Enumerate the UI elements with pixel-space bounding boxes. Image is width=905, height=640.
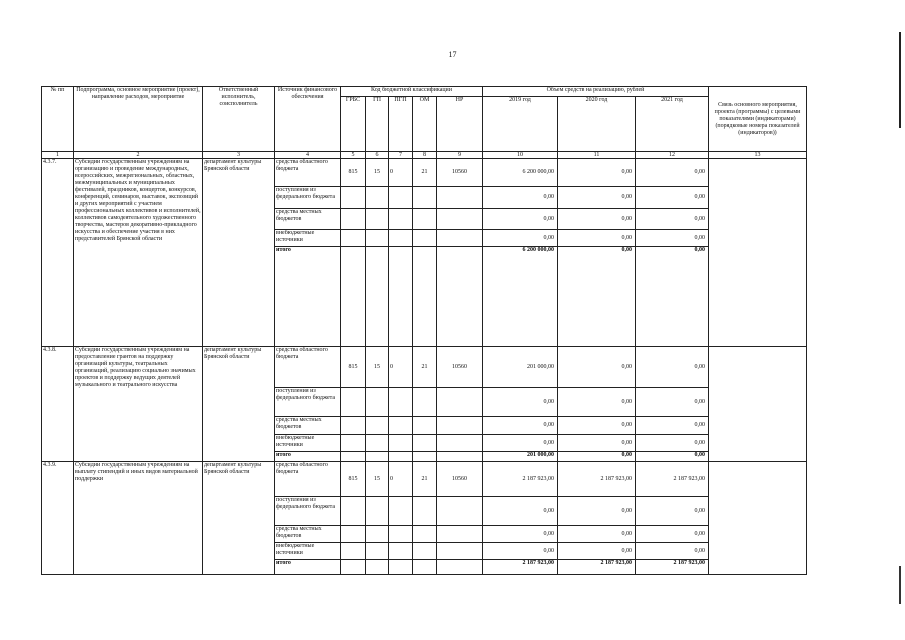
table-body [42, 87, 807, 575]
amount-2020: 0,00 [558, 417, 636, 435]
col-number: 8 [413, 152, 437, 159]
funding-source: итого [275, 247, 341, 347]
amount-2021: 2 187 923,00 [636, 560, 709, 575]
amount-2020: 2 187 923,00 [558, 560, 636, 575]
item-number: 4.3.7. [42, 159, 74, 347]
indicator-link [709, 462, 807, 575]
code-pgp [389, 247, 413, 347]
funding-source: средства областного бюджета [275, 462, 341, 497]
col-number: 10 [483, 152, 558, 159]
code-om [413, 187, 437, 209]
code-nr [437, 187, 483, 209]
code-om [413, 247, 437, 347]
code-grbs [341, 209, 366, 230]
amount-2019: 201 000,00 [483, 452, 558, 462]
code-gp: 15 [366, 159, 389, 187]
code-gp [366, 209, 389, 230]
code-pgp [389, 230, 413, 247]
amount-2019: 0,00 [483, 187, 558, 209]
amount-2021: 0,00 [636, 230, 709, 247]
code-gp [366, 526, 389, 543]
code-om [413, 209, 437, 230]
amount-2021: 0,00 [636, 187, 709, 209]
amount-2020: 0,00 [558, 187, 636, 209]
code-grbs [341, 560, 366, 575]
amount-2020: 0,00 [558, 230, 636, 247]
code-gp [366, 187, 389, 209]
code-pgp [389, 435, 413, 452]
code-nr [437, 417, 483, 435]
code-grbs [341, 230, 366, 247]
col-number: 4 [275, 152, 341, 159]
amount-2020: 0,00 [558, 497, 636, 526]
indicator-link [709, 159, 807, 347]
item-name: Субсидии государственным учреждениям на предоставление грантов на поддержку организаций культуры, театральных организаций, реализацию социально значимых проектов и поддержку ведущих деятелей музыкального и театрального искусства [74, 347, 203, 462]
code-gp: 15 [366, 462, 389, 497]
amount-2021: 0,00 [636, 347, 709, 388]
code-nr [437, 452, 483, 462]
col-number: 5 [341, 152, 366, 159]
amount-2020: 0,00 [558, 247, 636, 347]
code-nr: 10560 [437, 462, 483, 497]
amount-2019: 2 187 923,00 [483, 462, 558, 497]
code-grbs [341, 497, 366, 526]
code-grbs: 815 [341, 462, 366, 497]
code-om [413, 417, 437, 435]
code-pgp [389, 388, 413, 417]
code-gp [366, 417, 389, 435]
code-om [413, 543, 437, 560]
code-pgp [389, 452, 413, 462]
amount-2020: 0,00 [558, 388, 636, 417]
code-om [413, 388, 437, 417]
code-pgp [389, 497, 413, 526]
amount-2019: 201 000,00 [483, 347, 558, 388]
amount-2019: 0,00 [483, 543, 558, 560]
code-nr [437, 247, 483, 347]
funding-source: итого [275, 560, 341, 575]
code-gp [366, 230, 389, 247]
header-name: Подпрограмма, основное мероприятие (проект), направление расходов, мероприятие [74, 87, 203, 152]
code-grbs [341, 187, 366, 209]
code-grbs [341, 417, 366, 435]
code-nr: 10560 [437, 159, 483, 187]
header-code-pgp: ПГП [389, 97, 413, 152]
code-nr [437, 230, 483, 247]
code-grbs: 815 [341, 347, 366, 388]
code-nr [437, 497, 483, 526]
page-number: 17 [448, 50, 457, 59]
item-executor: департамент культуры Брянской области [203, 347, 275, 462]
code-nr [437, 543, 483, 560]
code-pgp: 0 [389, 347, 413, 388]
funding-source: поступления из федерального бюджета [275, 187, 341, 209]
code-pgp [389, 526, 413, 543]
header-code-nr: НР [437, 97, 483, 152]
code-pgp [389, 543, 413, 560]
amount-2021: 0,00 [636, 247, 709, 347]
amount-2021: 0,00 [636, 388, 709, 417]
amount-2021: 0,00 [636, 417, 709, 435]
header-code-gp: ГП [366, 97, 389, 152]
code-om: 21 [413, 347, 437, 388]
amount-2020: 0,00 [558, 543, 636, 560]
code-om: 21 [413, 159, 437, 187]
code-pgp [389, 187, 413, 209]
table-row [42, 347, 807, 388]
amount-2021: 2 187 923,00 [636, 462, 709, 497]
amount-2019: 0,00 [483, 209, 558, 230]
indicator-link [709, 347, 807, 462]
funding-source: итого [275, 452, 341, 462]
amount-2019: 6 200 000,00 [483, 159, 558, 187]
amount-2020: 0,00 [558, 159, 636, 187]
header-year-2021: 2021 год [636, 97, 709, 152]
header-year-2019: 2019 год [483, 97, 558, 152]
amount-2019: 6 200 000,00 [483, 247, 558, 347]
amount-2019: 0,00 [483, 417, 558, 435]
amount-2021: 0,00 [636, 435, 709, 452]
item-name: Субсидии государственным учреждениям на выплату стипендий и иных видов материальной поддержки [74, 462, 203, 575]
code-grbs: 815 [341, 159, 366, 187]
header-no: № пп [42, 87, 74, 152]
amount-2019: 0,00 [483, 230, 558, 247]
amount-2021: 0,00 [636, 543, 709, 560]
code-nr [437, 209, 483, 230]
code-gp [366, 435, 389, 452]
col-number: 9 [437, 152, 483, 159]
code-grbs [341, 247, 366, 347]
header-budget-code: Код бюджетной классификации [341, 87, 483, 97]
code-gp [366, 497, 389, 526]
code-pgp: 0 [389, 462, 413, 497]
col-number: 12 [636, 152, 709, 159]
column-number-row [42, 152, 807, 159]
funding-source: поступления из федерального бюджета [275, 388, 341, 417]
item-executor: департамент культуры Брянской области [203, 159, 275, 347]
col-number: 2 [74, 152, 203, 159]
code-nr: 10560 [437, 347, 483, 388]
code-grbs [341, 543, 366, 560]
code-om [413, 526, 437, 543]
amount-2019: 0,00 [483, 497, 558, 526]
code-om [413, 560, 437, 575]
amount-2020: 0,00 [558, 209, 636, 230]
funding-source: поступления из федерального бюджета [275, 497, 341, 526]
code-om [413, 435, 437, 452]
item-name: Субсидии государственным учреждениям на организацию и проведение международных, всероссийских, межрегиональных, областных, межмуниципальных и муниципальных фестивалей, праздников, концертов, конкурсов, конференций, семинаров, выставок, экспозиций и других мероприятий с участием профессиональных коллективов и исполнителей, коллективов самодеятельного художественного творчества, мастеров декоративно-прикладного искусства и обеспечение участия в них представителей Брянской области [74, 159, 203, 347]
funding-source: внебюджетные источники [275, 435, 341, 452]
code-gp [366, 452, 389, 462]
amount-2020: 0,00 [558, 347, 636, 388]
funding-source: средства местных бюджетов [275, 526, 341, 543]
amount-2021: 0,00 [636, 526, 709, 543]
header-source: Источник финансового обеспечения [275, 87, 341, 152]
code-gp [366, 543, 389, 560]
code-nr [437, 435, 483, 452]
col-number: 1 [42, 152, 74, 159]
code-grbs [341, 526, 366, 543]
col-number: 3 [203, 152, 275, 159]
budget-table [41, 86, 807, 575]
code-om: 21 [413, 462, 437, 497]
code-pgp: 0 [389, 159, 413, 187]
item-executor: департамент культуры Брянской области [203, 462, 275, 575]
col-number: 7 [389, 152, 413, 159]
table-row [42, 462, 807, 497]
col-number: 13 [709, 152, 807, 159]
amount-2020: 0,00 [558, 452, 636, 462]
item-number: 4.3.9. [42, 462, 74, 575]
code-gp [366, 388, 389, 417]
amount-2020: 0,00 [558, 526, 636, 543]
code-gp [366, 560, 389, 575]
code-gp [366, 247, 389, 347]
scan-edge-line-lower [899, 566, 901, 604]
header-year-2020: 2020 год [558, 97, 636, 152]
header-code-om: ОМ [413, 97, 437, 152]
amount-2020: 0,00 [558, 435, 636, 452]
code-nr [437, 560, 483, 575]
code-om [413, 497, 437, 526]
amount-2021: 0,00 [636, 497, 709, 526]
amount-2019: 2 187 923,00 [483, 560, 558, 575]
code-om [413, 452, 437, 462]
col-number: 6 [366, 152, 389, 159]
funding-source: средства местных бюджетов [275, 417, 341, 435]
header-volume: Объем средств на реализацию, рублей [483, 87, 709, 97]
amount-2021: 0,00 [636, 209, 709, 230]
amount-2019: 0,00 [483, 388, 558, 417]
funding-source: средства местных бюджетов [275, 209, 341, 230]
code-om [413, 230, 437, 247]
amount-2019: 0,00 [483, 435, 558, 452]
funding-source: внебюджетные источники [275, 543, 341, 560]
code-pgp [389, 560, 413, 575]
code-nr [437, 388, 483, 417]
header-executor: Ответственный исполнитель, соисполнитель [203, 87, 275, 152]
code-nr [437, 526, 483, 543]
code-grbs [341, 435, 366, 452]
amount-2020: 2 187 923,00 [558, 462, 636, 497]
table-row [42, 159, 807, 187]
code-gp: 15 [366, 347, 389, 388]
header-link: Связь основного мероприятия, проекта (программы) с целевыми показателями (индикаторами) (порядковые номера показателей (индикаторов)) [709, 87, 807, 152]
col-number: 11 [558, 152, 636, 159]
amount-2021: 0,00 [636, 159, 709, 187]
amount-2019: 0,00 [483, 526, 558, 543]
code-grbs [341, 388, 366, 417]
funding-source: внебюджетные источники [275, 230, 341, 247]
funding-source: средства областного бюджета [275, 159, 341, 187]
code-pgp [389, 417, 413, 435]
code-grbs [341, 452, 366, 462]
code-pgp [389, 209, 413, 230]
funding-source: средства областного бюджета [275, 347, 341, 388]
amount-2021: 0,00 [636, 452, 709, 462]
item-number: 4.3.8. [42, 347, 74, 462]
header-code-grbs: ГРБС [341, 97, 366, 152]
scan-edge-line [899, 32, 901, 128]
